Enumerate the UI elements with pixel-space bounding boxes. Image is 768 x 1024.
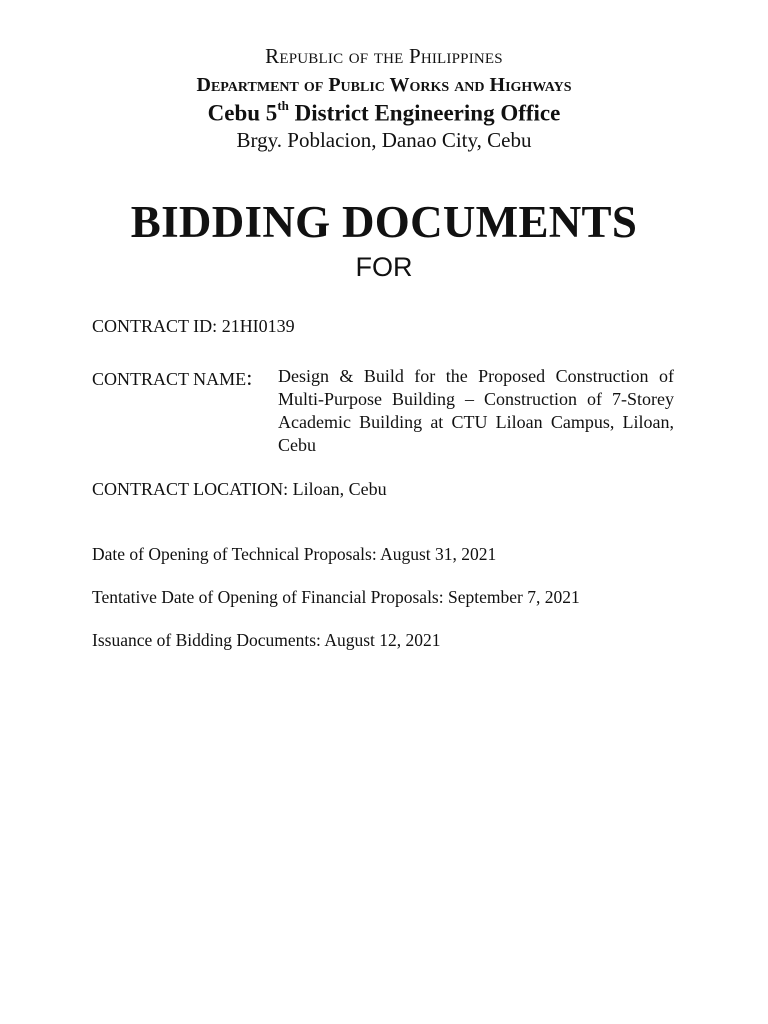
issuance-date-label: Issuance of Bidding Documents: [92,630,325,650]
financial-date-value: September 7, 2021 [447,587,580,607]
for-label: FOR [355,252,413,282]
office-heading [0,100,768,127]
office-suffix: District Engineering Office [288,100,561,126]
contract-name-value: Design & Build for the Proposed Construction of Multi-Purpose Building – Construction of 7-Storey Academic Building at CTU Liloan Campus, Liloan, Cebu [278,366,674,455]
financial-date-label: Tentative Date of Opening of Financial Proposals: [92,587,448,607]
contract-name-label-text: CONTRACT NAME [92,369,247,389]
contract-location-value: Liloan, Cebu [292,479,387,499]
office-address: Brgy. Poblacion, Danao City, Cebu [236,128,532,152]
issuance-date [92,630,441,651]
contract-location-label: CONTRACT LOCATION: [92,479,293,499]
contract-id-value: 21HI0139 [221,316,295,336]
technical-date-label: Date of Opening of Technical Proposals: [92,544,381,564]
contract-location-line [92,479,387,500]
contract-name-label [92,365,252,391]
contract-id-line [92,316,295,337]
department-heading: Department of Public Works and Highways [196,74,572,96]
office-superscript: th [277,98,289,113]
republic-heading: Republic of the Philippines [265,44,503,68]
contract-name-colon: : [246,365,253,390]
issuance-date-value: August 12, 2021 [324,630,441,650]
office-prefix: Cebu 5 [207,100,278,126]
technical-date-value: August 31, 2021 [380,544,497,564]
financial-proposal-date [92,587,580,608]
contract-id-label: CONTRACT ID: [92,316,222,336]
technical-proposal-date [92,544,496,565]
document-title: BIDDING DOCUMENTS [130,197,638,247]
